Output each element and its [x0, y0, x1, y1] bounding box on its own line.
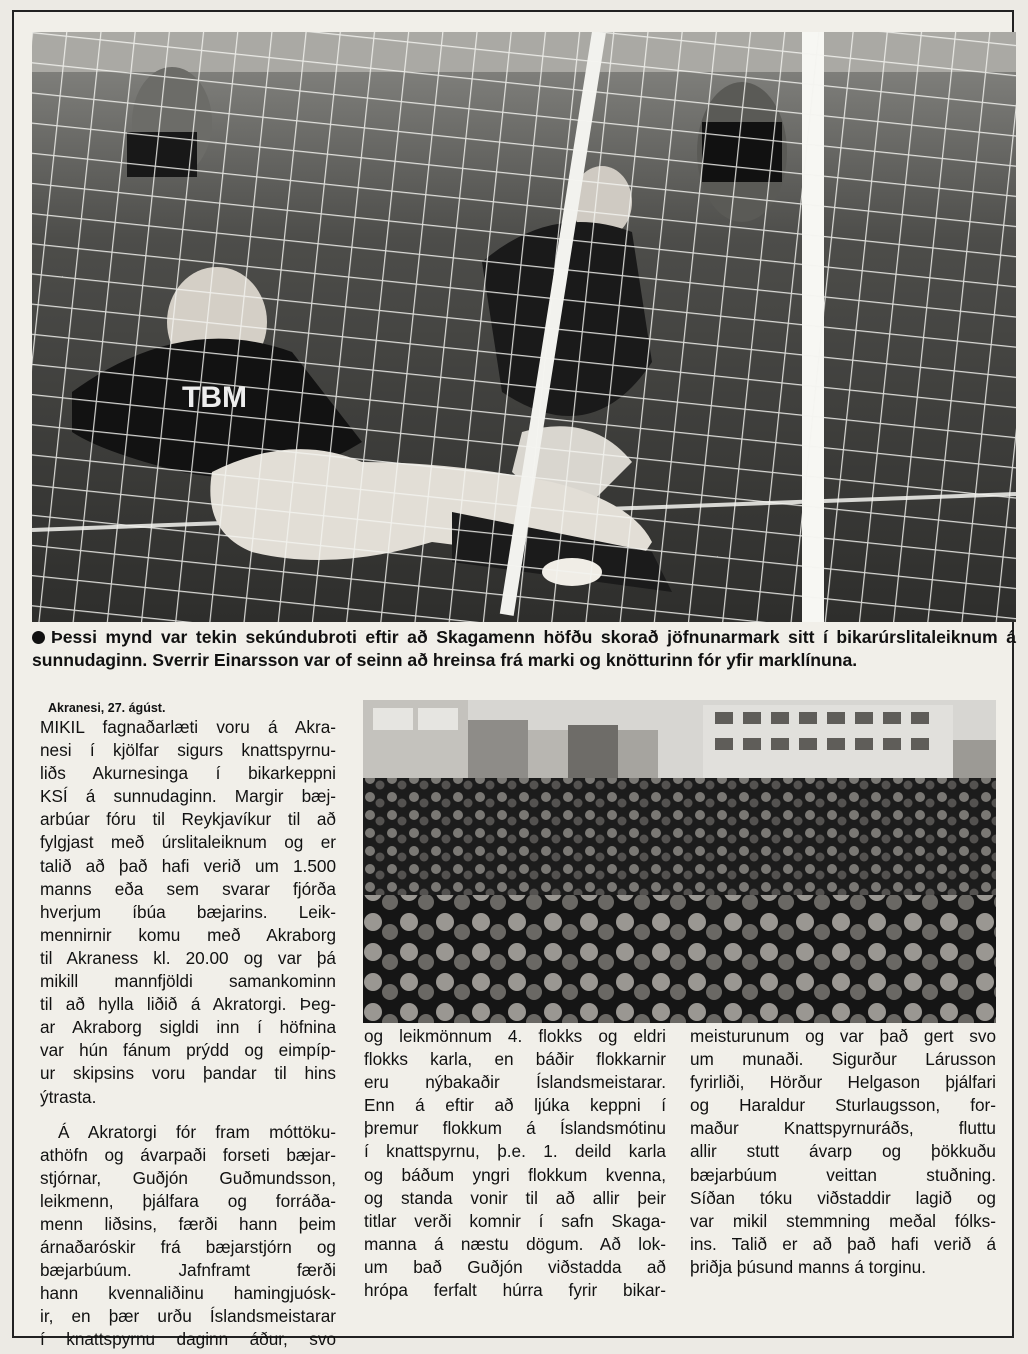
- text-line: var hún fánum prýdd og eimpíp-: [40, 1040, 336, 1061]
- goal-photo-art: [32, 32, 1016, 622]
- text-line: mennirnir komu með Akraborg: [40, 924, 336, 945]
- paragraph-2: [40, 1121, 336, 1352]
- text-line: bæjarbúum. Jafnframt færði: [40, 1260, 336, 1281]
- text-line: eru nýbakaðir Íslandsmeistarar.: [364, 1072, 666, 1093]
- text-line: manns eða sem svarar fjórða: [40, 878, 336, 899]
- text-line: ur skipsins voru þandar til hins: [40, 1063, 336, 1084]
- text-line: flokks karla, en báðir flokkarnir: [364, 1049, 666, 1070]
- text-line: stjórnar, Guðjón Guðmundsson,: [40, 1167, 336, 1188]
- text-line: maður Knattspyrnuráðs, fluttu: [690, 1118, 996, 1139]
- text-line: og Haraldur Sturlaugsson, for-: [690, 1095, 996, 1116]
- text-line: ýtrasta.: [40, 1086, 97, 1107]
- article-column-2: [364, 1025, 666, 1302]
- text-line: í knattspyrnu, þ.e. 1. deild karla: [364, 1141, 666, 1162]
- text-line: árnaðaróskir frá bæjarstjórn og: [40, 1237, 336, 1258]
- text-line: í knattspyrnu daginn áður, svo: [40, 1329, 336, 1350]
- article-column-1: [40, 716, 336, 1352]
- crowd-photo: [363, 700, 996, 1023]
- text-line: athöfn og ávarpaði forseti bæjar-: [40, 1144, 336, 1165]
- text-line: allir stutt ávarp og þökkuðu: [690, 1141, 996, 1162]
- paragraph-1: [40, 716, 336, 1109]
- caption-text: Þessi mynd var tekin sekúndubroti eftir að Skagamenn höfðu skorað jöfnunarmark sitt í bikarúrslitaleiknum á sunnudaginn. Sverrir Einarsson var of seinn að hreinsa frá marki og knötturinn fór yfir marklínuna.: [32, 627, 1016, 670]
- text-line: hverjum íbúa bæjarins. Leik-: [40, 901, 336, 922]
- crowd-photo-art: [363, 700, 996, 1023]
- text-line: ir, en þær urðu Íslandsmeistarar: [40, 1306, 336, 1327]
- text-line: KSÍ á sunnudaginn. Margir bæj-: [40, 786, 336, 807]
- text-line: MIKIL fagnaðarlæti voru á Akra-: [40, 717, 336, 737]
- text-line: og báðum yngri flokkum kvenna,: [364, 1164, 666, 1185]
- text-line: um bað Guðjón viðstadda að: [364, 1256, 666, 1277]
- text-line: ins. Talið er að það hafi verið á: [690, 1233, 996, 1254]
- bullet-icon: [32, 631, 45, 644]
- text-line: til Akraness kl. 20.00 og var þá: [40, 947, 336, 968]
- text-line: fylgjast með úrslitaleiknum og er: [40, 832, 336, 853]
- text-line: um munaði. Sigurður Lárusson: [690, 1049, 996, 1070]
- text-line: nesi í kjölfar sigurs knattspyrnu-: [40, 740, 336, 761]
- text-line: mikill mannfjöldi samankominn: [40, 971, 336, 992]
- text-line: titlar verði komnir í safn Skaga-: [364, 1210, 666, 1231]
- text-line: þremur flokkum á Íslandsmótinu: [364, 1118, 666, 1139]
- text-line: og leikmönnum 4. flokks og eldri: [364, 1026, 666, 1046]
- photo-caption: [32, 626, 1016, 672]
- text-line: Síðan tóku viðstaddir lagið og: [690, 1187, 996, 1208]
- goal-photo: [32, 32, 1016, 622]
- dateline: Akranesi, 27. ágúst.: [48, 701, 166, 715]
- text-line: manna á næstu dögum. Að lok-: [364, 1233, 666, 1254]
- text-line: leikmenn, þjálfara og forráða-: [40, 1190, 336, 1211]
- text-line: meisturunum og var það gert svo: [690, 1026, 996, 1046]
- text-line: hrópa ferfalt húrra fyrir bikar-: [364, 1280, 666, 1301]
- text-line: til að hylla liðið á Akratorgi. Þeg-: [40, 994, 336, 1015]
- text-line: ar Akraborg sigldi inn í höfnina: [40, 1017, 336, 1038]
- text-line: talið að það hafi verið um 1.500: [40, 855, 336, 876]
- article-column-3: [690, 1025, 996, 1279]
- text-line: Enn á eftir að ljúka keppni í: [364, 1095, 666, 1116]
- text-line: liðs Akurnesinga í bikarkeppni: [40, 763, 336, 784]
- text-line: og standa vonir til að allir þeir: [364, 1187, 666, 1208]
- text-line: var mikil stemmning meðal fólks-: [690, 1210, 996, 1231]
- text-line: arbúar fóru til Reykjavíkur til að: [40, 809, 336, 830]
- text-line: bæjarbúum veittan stuðning.: [690, 1164, 996, 1185]
- text-line: Á Akratorgi fór fram móttöku-: [58, 1121, 336, 1142]
- text-line: menn liðsins, færði hann þeim: [40, 1213, 336, 1234]
- text-line: fyrirliði, Hörður Helgason þjálfari: [690, 1072, 996, 1093]
- text-line: þriðja þúsund manns á torginu.: [690, 1256, 927, 1277]
- text-line: hann kvennaliðinu hamingjuósk-: [40, 1283, 336, 1304]
